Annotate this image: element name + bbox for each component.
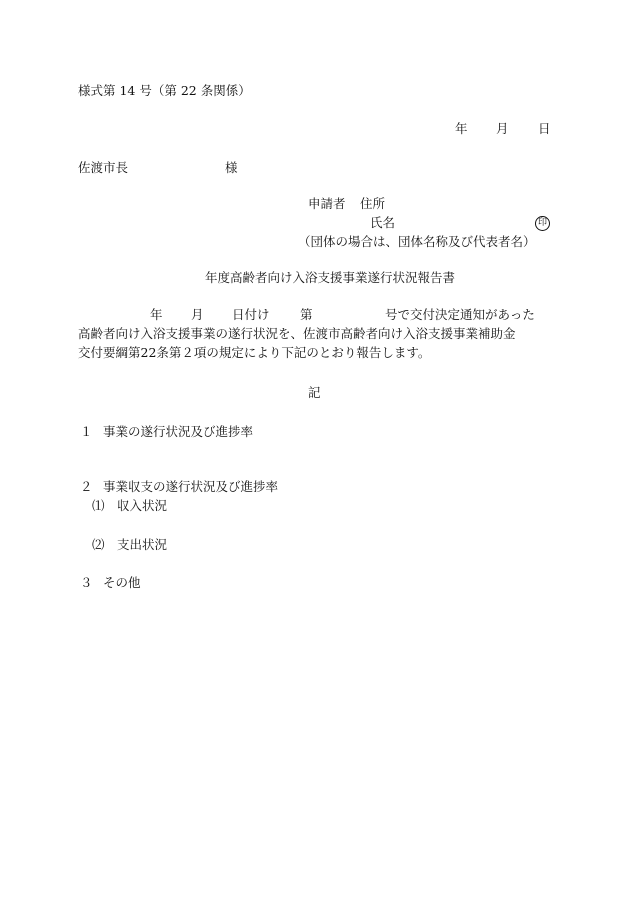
item2a-label: 収入状況 <box>117 498 168 513</box>
body-line1-month: 月 <box>191 307 204 322</box>
item1-label: 事業の遂行状況及び進捗率 <box>103 424 254 439</box>
date-year-label: 年 <box>455 121 468 136</box>
date-day-label: 日 <box>538 121 551 136</box>
document-title: 年度高齢者向け入浴支援事業遂行状況報告書 <box>205 270 456 285</box>
addressee: 佐渡市長 <box>78 160 129 175</box>
item2-number: ２ <box>80 479 93 494</box>
honorific: 様 <box>225 160 238 175</box>
seal-mark: 印 <box>535 216 550 231</box>
form-number: 様式第 14 号（第 22 条関係） <box>78 83 251 98</box>
item2-label: 事業収支の遂行状況及び進捗率 <box>103 479 279 494</box>
body-line3: 交付要綱第22条第２項の規定により下記のとおり報告します。 <box>78 345 431 360</box>
ki-heading: 記 <box>308 385 321 400</box>
body-line1-rest: 号で交付決定通知があった <box>385 307 535 322</box>
item2a-number: ⑴ <box>92 498 105 513</box>
item1-number: １ <box>80 424 93 439</box>
address-label: 住所 <box>360 196 386 211</box>
group-note: （団体の場合は、団体名称及び代表者名） <box>298 234 536 249</box>
item3-label: その他 <box>103 575 141 590</box>
name-label: 氏名 <box>370 215 396 230</box>
item2b-label: 支出状況 <box>117 537 168 552</box>
body-line1-year: 年 <box>150 307 163 322</box>
date-month-label: 月 <box>496 121 509 136</box>
item3-number: ３ <box>80 575 93 590</box>
item2b-number: ⑵ <box>92 537 105 552</box>
applicant-label: 申請者 <box>308 196 346 211</box>
body-line1-dai: 第 <box>300 307 313 322</box>
body-line2: 高齢者向け入浴支援事業の遂行状況を、佐渡市高齢者向け入浴支援事業補助金 <box>78 326 516 341</box>
body-line1-day: 日付け <box>232 307 270 322</box>
